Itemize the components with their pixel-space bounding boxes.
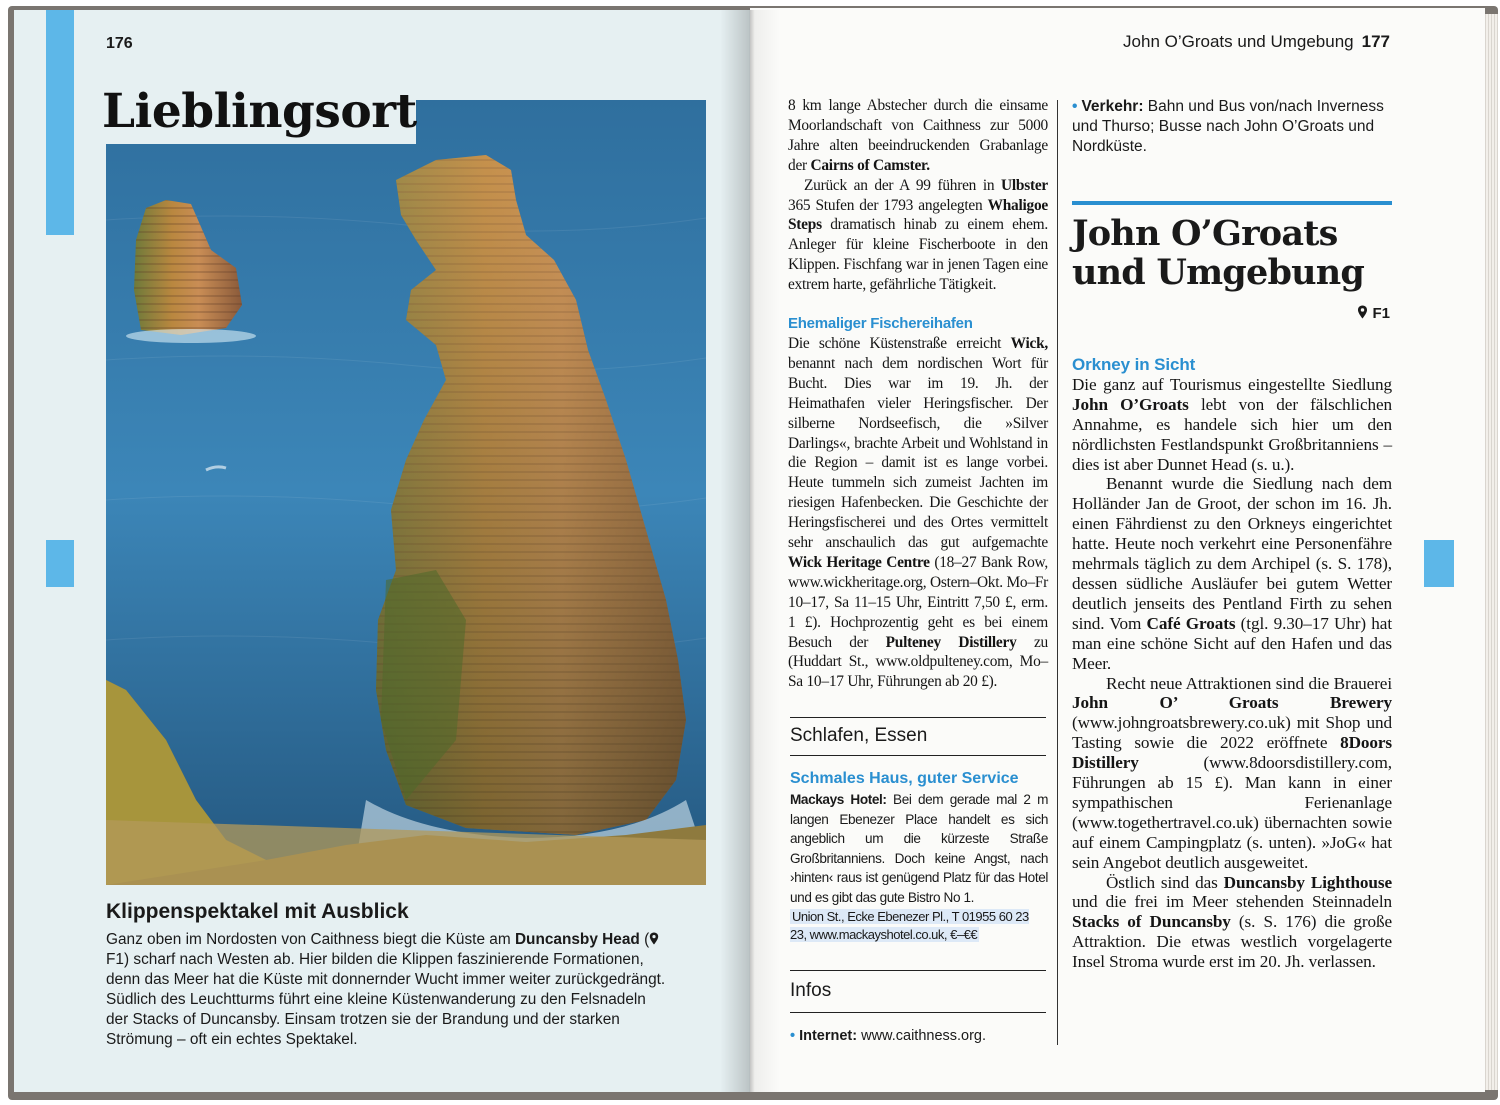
divider (790, 717, 1046, 718)
hero-title: Lieblingsort (102, 84, 417, 139)
verkehr-info: • Verkehr: Bahn und Bus von/nach Inverness und Thurso; Busse nach John O’Groats und Nordküste. (1072, 98, 1384, 155)
section-label-schlafen: Schlafen, Essen (790, 725, 928, 746)
thumb-tab-mid-left (46, 540, 74, 587)
page-number-left: 176 (106, 35, 133, 52)
section-title: John O’Groats und Umgebung (1072, 213, 1365, 293)
paragraph: Zurück an der A 99 führen in Ulbster 365 Stufen der 1793 angelegten Whaligoe Steps dramatisch hinab zu einem ehem. Anleger für kleine Fischerboote in den Klippen. Fischfang war in jenen Tagen eine extrem harte, gefährliche Tätigkeit. (788, 176, 1048, 294)
bullet-icon: • (790, 1028, 796, 1044)
info-internet: • Internet: www.caithness.org. (790, 1028, 987, 1044)
section-label-infos: Infos (790, 980, 832, 1001)
hotel-address: Union St., Ecke Ebenezer Pl., T 01955 60 23 23, www.mackayshotel.co.uk, €–€€ (790, 908, 1029, 943)
paragraph: Die ganz auf Tourismus eingestellte Siedlung John O’Groats lebt von der fälschlichen Annahme, es handele sich hier um den nördlichsten Festlandspunkt Großbritanniens – dies ist aber Dunnet Head (s. u.). (1072, 374, 1393, 474)
map-pin-icon (1357, 305, 1368, 322)
page-stack-edge (1485, 14, 1498, 1090)
divider (790, 755, 1046, 756)
hotel-heading: Schmales Haus, guter Service (790, 770, 1019, 787)
divider (790, 970, 1046, 971)
caption-text: Ganz oben im Nordosten von Caithness biegt die Küste am Duncansby Head ( F1) scharf nach Westen ab. Hier bilden die Klippen faszinierende Formationen, denn das Meer hat die Küste mit donnernder Wucht immer weiter zurückgedrängt. Südlich des Leuchtturms führt eine kleine Küstenwanderung zu den Felsnadeln der Stacks of Duncansby. Einsam trotzen sie der Brandung und der starken Strömung – oft ein echtes Spektakel. (106, 931, 666, 1048)
hotel-entry (790, 770, 1048, 945)
place-duncansby-head: Duncansby Head (514, 931, 640, 948)
bullet-icon: • (1072, 98, 1078, 115)
map-pin-icon (649, 931, 659, 948)
paragraph: Recht neue Attraktionen sind die Brauerei John O’ Groats Brewery (www.johngroatsbrewery.co.uk) mit Shop und Tasting sowie die 2022 eröffnete 8Doors Distillery (www.8doorsdistillery.com, Führungen ab 15 £). Man kann in einer sympathischen Ferienanlage (www.togethertravel.co.uk) übernachten sowie auf einem Campingplatz (s. unten). »JoG« hat sein Angebot deutlich ausgeweitet. (1072, 673, 1392, 872)
middle-column (788, 96, 1048, 692)
section-map-reference: F1 (1357, 305, 1390, 322)
subheading-orkney: Orkney in Sicht (1072, 355, 1196, 374)
column-rule (1057, 100, 1058, 1045)
paragraph: Östlich sind das Duncansby Lighthouse und die frei im Meer stehenden Steinnadeln Stacks of Duncansby (s. S. 176) die große Attraktion. Die etwas westlich vorgelagerte Insel Stroma wurde erst im 20. Jh. verlassen. (1072, 872, 1392, 972)
section-rule (1072, 201, 1392, 205)
hero-photo (106, 100, 706, 885)
map-reference: F1 (106, 951, 124, 968)
running-head: John O’Groats und Umgebung 177 (1123, 32, 1390, 51)
thumb-tab-right (1424, 540, 1454, 587)
subheading-fischereihafen: Ehemaliger Fischereihafen (788, 315, 973, 333)
page-number-right: 177 (1361, 32, 1390, 51)
caption-heading: Klippenspektakel mit Ausblick (106, 900, 409, 923)
hotel-text: Mackays Hotel: Bei dem gerade mal 2 m langen Ebenezer Place handelt es sich angeblich um die kürzeste Straße Großbritanniens. Doch keine Angst, nach ›hinten‹ raus ist genügend Platz für das Hotel und es gibt das gute Bistro No 1. (790, 792, 1049, 905)
paragraph: 8 km lange Abstecher durch die einsame Moorlandschaft von Caithness zur 5000 Jahre alten beeindruckenden Grabanlage der Cairns of Camster. (788, 97, 1048, 174)
paragraph: Die schöne Küstenstraße erreicht Wick, benannt nach dem nordischen Wort für Bucht. Dies war im 19. Jh. der Heimathafen vieler Heringsfischer. Der silberne Nordseefisch, die »Silver Darlings«, brachte Arbeit und Wohlstand in die Region – damit ist es lange vorbei. Heute tummeln sich zumeist Jachten im riesigen Hafenbecken. Die Geschichte der Heringsfischerei und des Ortes vermittelt sehr anschaulich das gut aufgemachte Wick Heritage Centre (18–27 Bank Row, www.wickheritage.org, Ostern–Okt. Mo–Fr 10–17, Sa 11–15 Uhr, Eintritt 7,50 £, erm. 1 £). Hochprozentig geht es bei einem Besuch der Pulteney Distillery zu (Huddart St., www.oldpulteney.com, Mo–Sa 10–17 Uhr, Führungen ab 20 £). (788, 334, 1049, 691)
thumb-tab-top-left (46, 10, 74, 235)
right-column (1072, 355, 1392, 972)
paragraph: Benannt wurde die Siedlung nach dem Holländer Jan de Groot, der schon im 16. Jh. einen Fährdienst zu den Orkneys eingerichtet hatte. Heute noch verkehrt eine Personenfähre mehrmals täglich zu dem Archipel (s. S. 178), dessen südliche Ausläufer bei gutem Wetter deutlich jenseits des Pentland Firth zu sehen sind. Vom Café Groats (tgl. 9.30–17 Uhr) hat man eine schöne Sicht auf den Hafen und das Meer. (1072, 474, 1393, 673)
divider (790, 1012, 1046, 1013)
